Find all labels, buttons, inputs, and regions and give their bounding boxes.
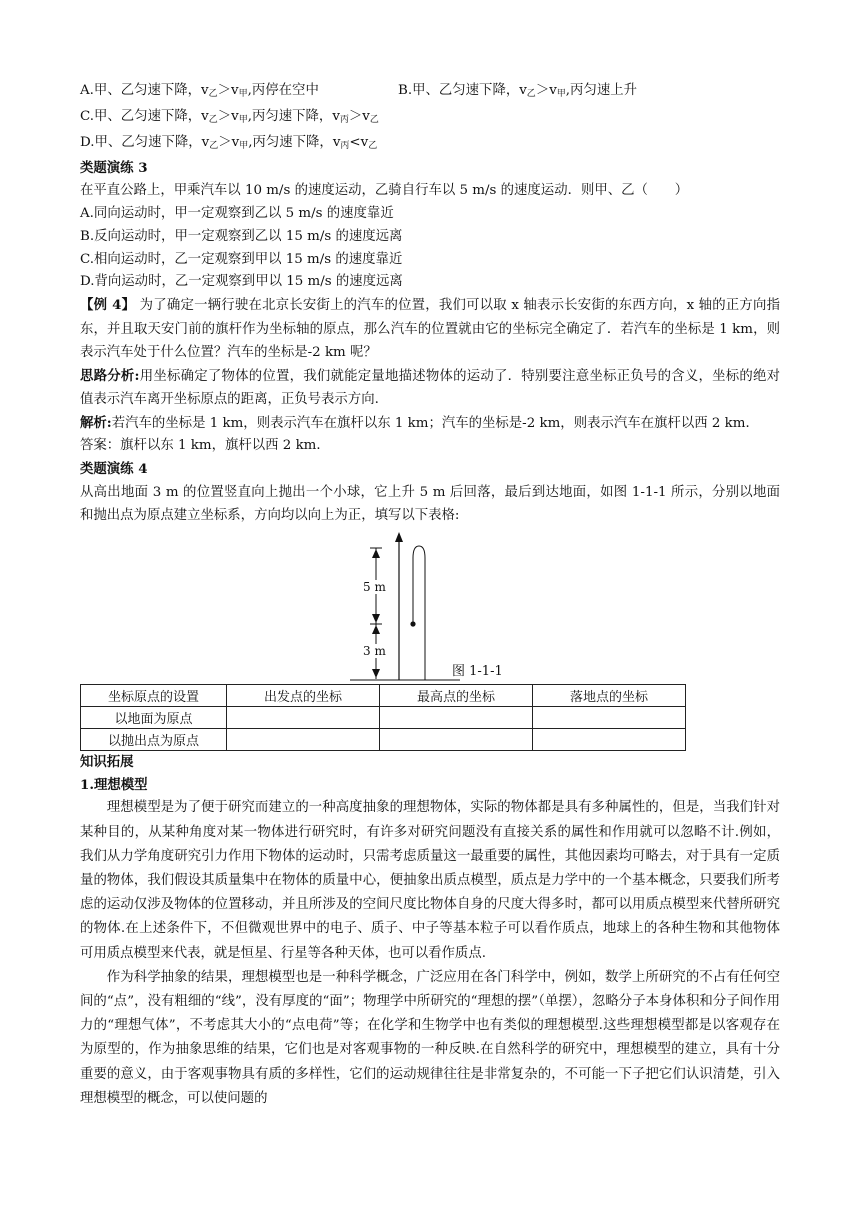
figure-1-1-1	[80, 532, 780, 682]
option-d: D.甲、乙匀速下降，$v_乙>v_甲$,丙匀速下降，$v_丙<v_乙$	[80, 134, 378, 151]
knowledge-subheading: 1.理想模型	[80, 776, 148, 793]
table-header: 坐标原点的设置	[81, 684, 227, 706]
table-row	[81, 706, 686, 728]
table-header: 落地点的坐标	[533, 684, 686, 706]
table-cell	[533, 728, 686, 750]
table-row	[81, 728, 686, 750]
table-cell	[533, 706, 686, 728]
drill3-heading: 类题演练 3	[80, 160, 148, 177]
arrow-icon	[372, 669, 380, 678]
table-cell	[380, 728, 533, 750]
drill3-option: D.背向运动时，乙一定观察到甲以 15 m/s 的速度远离	[80, 274, 403, 290]
example4-answer: 答案：旗杆以东 1 km，旗杆以西 2 km．	[80, 438, 330, 454]
drill4-heading: 类题演练 4	[80, 460, 148, 477]
trajectory-diagram	[80, 532, 780, 682]
drill3-option: B.反向运动时，甲一定观察到乙以 15 m/s 的速度远离	[80, 228, 403, 244]
example4-question: 【例 4】 为了确定一辆行驶在北京长安街上的汽车的位置，我们可以取 x 轴表示长安街的东西方向，x 轴的正方向指东，并且取天安门前的旗杆作为坐标轴的原点，那么汽车的位置就由它的坐标完全确定了．若汽车的坐标是 1 km，则表示汽车处于什么位置？汽车的坐标是-2 km 呢？	[80, 297, 780, 361]
table-header-row	[81, 684, 686, 706]
drill3-option: A.同向运动时，甲一定观察到乙以 5 m/s 的速度靠近	[80, 205, 394, 221]
coordinate-table	[80, 684, 686, 751]
label-3m: 3 m	[363, 643, 386, 658]
ball-path	[413, 546, 425, 680]
arrow-icon	[372, 614, 380, 623]
table-cell: 以地面为原点	[81, 706, 227, 728]
option-c: C.甲、乙匀速下降，$v_乙>v_甲$,丙匀速下降，$v_丙>v_乙$	[80, 108, 379, 125]
axis-arrow-icon	[395, 532, 403, 542]
option-b: B.甲、乙匀速下降，$v_乙>v_甲$,丙匀速上升	[398, 83, 638, 99]
figure-caption: 图 1-1-1	[452, 663, 503, 679]
options-row-ab	[80, 80, 780, 106]
table-header: 出发点的坐标	[227, 684, 380, 706]
example4-solution: 解析:若汽车的坐标是 1 km，则表示汽车在旗杆以东 1 km；汽车的坐标是-2 km，则表示汽车在旗杆以西 2 km．	[80, 414, 759, 431]
arrow-icon	[372, 549, 380, 558]
table-cell	[227, 728, 380, 750]
label-5m: 5 m	[363, 579, 386, 594]
arrow-icon	[372, 625, 380, 634]
drill3-question: 在平直公路上，甲乘汽车以 10 m/s 的速度运动，乙骑自行车以 5 m/s 的速度运动．则甲、乙（ ）	[80, 183, 689, 199]
table-cell: 以抛出点为原点	[81, 728, 227, 750]
drill3-option: C.相向运动时，乙一定观察到甲以 15 m/s 的速度靠近	[80, 251, 403, 267]
drill4-question: 从高出地面 3 m 的位置竖直向上抛出一个小球，它上升 5 m 后回落，最后到达地面，如图 1-1-1 所示，分别以地面和抛出点为原点建立坐标系，方向均以向上为正，填写以下表格:	[80, 484, 780, 524]
knowledge-paragraph: 作为科学抽象的结果，理想模型也是一种科学概念，广泛应用在各门科学中，例如，数学上所研究的不占有任何空间的“点”，没有粗细的“线”，没有厚度的“面”；物理学中所研究的“理想的摆”（单摆），忽略分子本身体积和分子间作用力的“理想气体”，不考虑其大小的“点电荷”等；在化学和生物学中也有类似的理想模型.这些理想模型都是以客观存在为原型的，作为抽象思维的结果，它们也是对客观事物的一种反映.在自然科学的研究中，理想模型的建立，具有十分重要的意义，由于客观事物具有质的多样性，它们的运动规律往往是非常复杂的，不可能一下子把它们认识清楚，引入理想模型的概念，可以使问题的	[80, 969, 780, 1106]
knowledge-heading: 知识拓展	[80, 753, 134, 770]
document-page	[80, 80, 780, 1111]
table-header: 最高点的坐标	[380, 684, 533, 706]
table-cell	[380, 706, 533, 728]
example4-analysis: 思路分析:用坐标确定了物体的位置，我们就能定量地描述物体的运动了．特别要注意坐标正负号的含义，坐标的绝对值表示汽车离开坐标原点的距离，正负号表示方向.	[80, 367, 780, 408]
option-a: A.甲、乙匀速下降，$v_乙>v_甲$,丙停在空中	[80, 83, 319, 99]
table-cell	[227, 706, 380, 728]
ball-icon	[410, 621, 415, 626]
knowledge-paragraph: 理想模型是为了便于研究而建立的一种高度抽象的理想物体，实际的物体都是具有多种属性的，但是，当我们针对某种目的，从某种角度对某一物体进行研究时，有许多对研究问题没有直接关系的属性和作用就可以忽略不计.例如，我们从力学角度研究引力作用下物体的运动时，只需考虑质量这一最重要的属性，其他因素均可略去，对于具有一定质量的物体，我们假设其质量集中在物体的质量中心，便抽象出质点模型，质点是力学中的一个基本概念，只要我们所考虑的运动仅涉及物体的位置移动，并且所涉及的空间尺度比物体自身的尺度大得多时，都可以用质点模型来代替所研究的物体.在上述条件下，不但微观世界中的电子、质子、中子等基本粒子可以看作质点，地球上的各种生物和其他物体可用质点模型来代表，就是恒星、行星等各种天体，也可以看作质点.	[80, 800, 780, 961]
